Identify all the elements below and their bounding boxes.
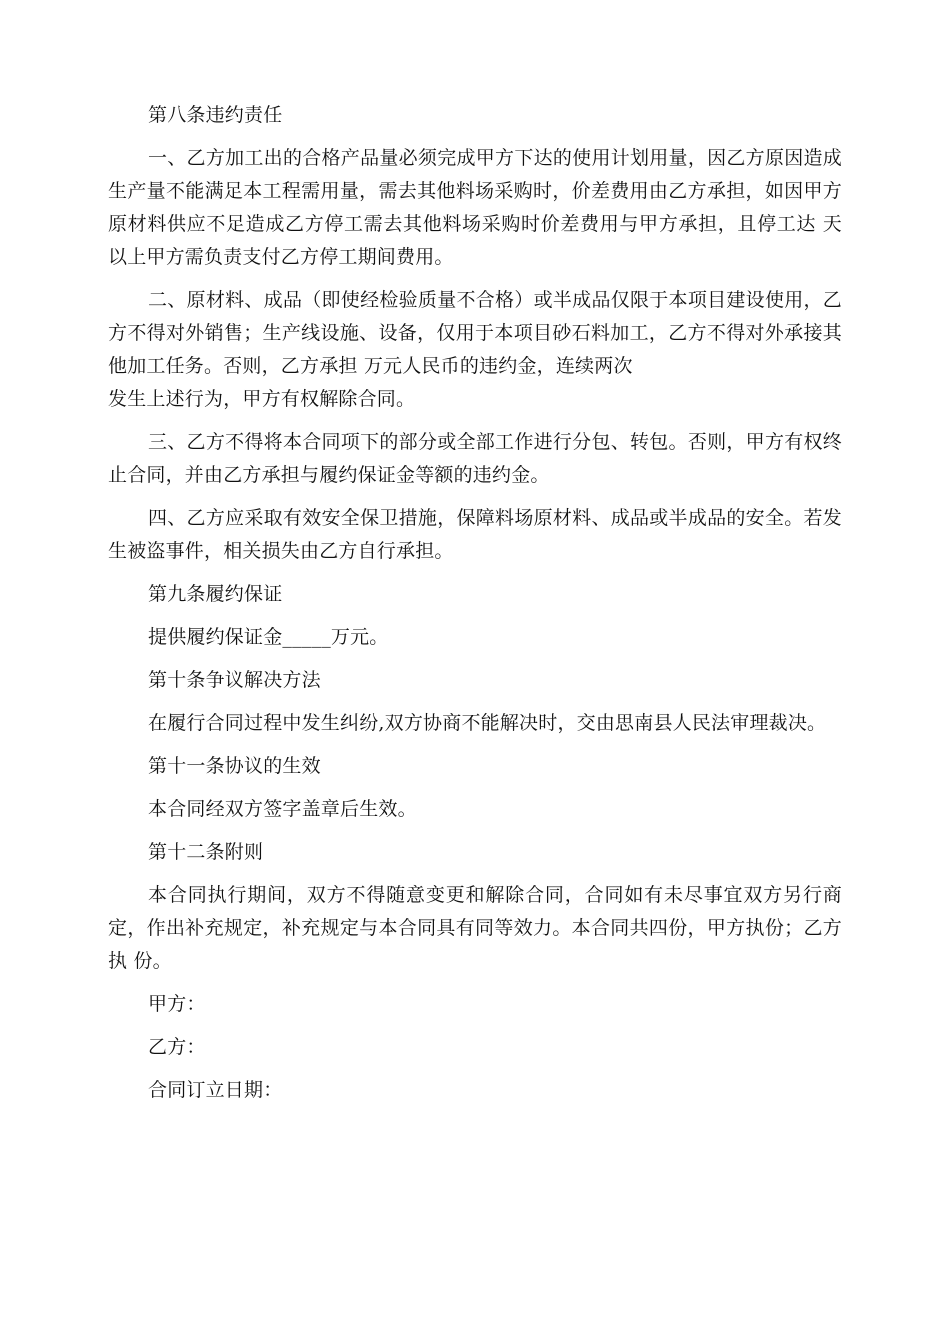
article8-clause2-line1: 二、原材料、成品（即使经检验质量不合格）或半成品仅限于本项目建设使用，乙方不得对外销售；生产线设施、设备，仅用于本项目砂石料加工，乙方不得对外承接其他加工任务。否则，乙方承担 万元人民币的违约金，连续两次 (108, 289, 842, 377)
article8-clause2-line2: 发生上述行为，甲方有权解除合同。 (108, 388, 416, 410)
article8-clause4: 四、乙方应采取有效安全保卫措施，保障料场原材料、成品或半成品的安全。若发生被盗事件，相关损失由乙方自行承担。 (108, 507, 842, 562)
contract-body (108, 99, 842, 1117)
article11-text: 本合同经双方签字盖章后生效。 (148, 798, 417, 820)
article8-clause1: 一、乙方加工出的合格产品量必须完成甲方下达的使用计划用量，因乙方原因造成生产量不能满足本工程需用量，需去其他料场采购时，价差费用由乙方承担，如因甲方原材料供应不足造成乙方停工需去其他料场采购时价差费用与甲方承担，且停工达 天以上甲方需负责支付乙方停工期间费用。 (108, 147, 842, 268)
article10-text: 在履行合同过程中发生纠纷,双方协商不能解决时，交由思南县人民法审理裁决。 (148, 712, 827, 734)
article11-heading: 第十一条协议的生效 (148, 755, 321, 777)
article12-heading: 第十二条附则 (148, 841, 264, 863)
party-a-signature-label: 甲方： (148, 993, 206, 1015)
article9-heading: 第九条履约保证 (148, 583, 283, 605)
article9-text: 提供履约保证金_____万元。 (148, 626, 389, 648)
party-b-signature-label: 乙方： (148, 1036, 206, 1058)
article10-heading: 第十条争议解决方法 (148, 669, 321, 691)
article8-heading: 第八条违约责任 (148, 104, 283, 126)
contract-date-label: 合同订立日期： (148, 1079, 283, 1101)
article12-text: 本合同执行期间，双方不得随意变更和解除合同，合同如有未尽事宜双方另行商定，作出补充规定，补充规定与本合同具有同等效力。本合同共四份，甲方执份；乙方执 份。 (108, 884, 842, 972)
article8-clause3: 三、乙方不得将本合同项下的部分或全部工作进行分包、转包。否则，甲方有权终止合同，并由乙方承担与履约保证金等额的违约金。 (108, 431, 842, 486)
